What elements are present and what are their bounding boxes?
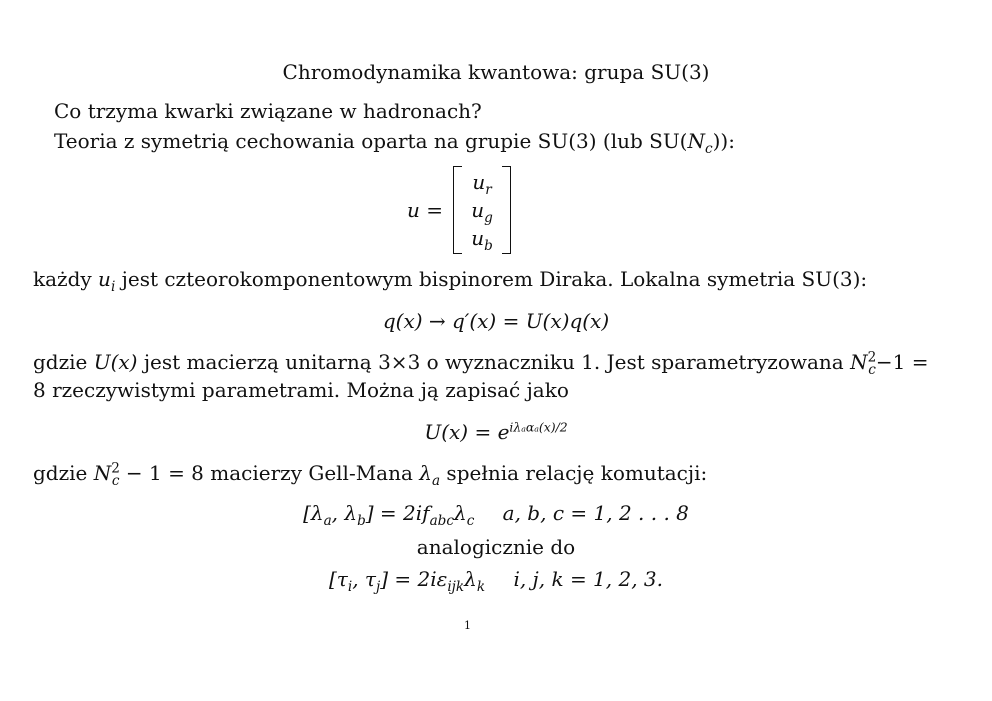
math-exponent: iλₐαₐ(x)/2	[509, 419, 568, 435]
math-var: u	[407, 198, 420, 222]
math-sub: k	[476, 579, 486, 595]
equation-transform: q(x) → q′(x) = U(x)q(x)	[382, 309, 610, 333]
equals-sign: =	[426, 198, 444, 222]
math-var: N	[687, 129, 705, 153]
math-var: u	[471, 198, 485, 222]
math-sub: g	[484, 210, 493, 226]
math-run: ] = 2if	[365, 501, 430, 525]
math-sup: 2	[867, 349, 877, 366]
column-vector	[453, 166, 511, 254]
paragraph-line: Co trzyma kwarki związane w hadronach?	[54, 99, 482, 123]
equation-pauli	[0, 567, 992, 595]
analog-text: analogicznie do	[416, 535, 576, 559]
math-sub: a	[431, 473, 441, 489]
math-var: u	[472, 170, 486, 194]
vector-entries	[453, 168, 511, 252]
math-run: [τ	[328, 567, 348, 591]
math-sub: abc	[429, 513, 454, 529]
text-run: spełnia relację komutacji:	[440, 461, 708, 485]
math-sub: b	[357, 513, 366, 529]
math-sub: c	[705, 141, 713, 157]
math-expr: U(x)	[93, 350, 138, 374]
index-range: i, j, k = 1, 2, 3.	[513, 567, 664, 591]
text-run: Teoria z symetrią cechowania oparta na grupie SU(3) (lub SU(	[54, 129, 688, 153]
math-run: ] = 2iε	[380, 567, 448, 591]
index-range: a, b, c = 1, 2 . . . 8	[502, 501, 689, 525]
math-expr: U(x) = e	[424, 420, 510, 444]
math-sub: c	[111, 473, 120, 489]
math-sub: i	[110, 279, 116, 295]
vector-entry	[471, 224, 493, 252]
math-var: N	[850, 350, 868, 374]
math-sub: i	[347, 579, 353, 595]
math-var: λ	[419, 461, 432, 485]
page-number: 1	[464, 619, 471, 632]
math-var: u	[471, 226, 485, 250]
math-sup: 2	[111, 460, 120, 477]
math-run: , τ	[352, 567, 376, 591]
text-run: jest czteorokomponentowym bispinorem Diraka. Lokalna symetria SU(3):	[115, 267, 868, 291]
paragraph-line	[33, 349, 929, 378]
math-sub: j	[375, 579, 381, 595]
math-var: λ	[464, 567, 477, 591]
text-run: −1 =	[875, 350, 929, 374]
vector-equation	[407, 166, 511, 254]
math-sub: c	[868, 362, 876, 378]
text-run: )):	[712, 129, 735, 153]
math-var: u	[98, 267, 111, 291]
math-run: [λ	[303, 501, 324, 525]
vector-lhs	[407, 198, 443, 222]
equation-commutator	[0, 501, 992, 529]
math-sub: c	[466, 513, 475, 529]
paragraph-line: 8 rzeczywistymi parametrami. Można ją zapisać jako	[33, 378, 569, 402]
math-sub: ijk	[447, 579, 465, 595]
vector-entry	[471, 196, 493, 224]
paragraph-line	[54, 129, 735, 157]
math-sub: a	[323, 513, 332, 529]
math-sub: r	[485, 182, 492, 198]
vector-entry	[472, 168, 491, 196]
page-title: Chromodynamika kwantowa: grupa SU(3)	[282, 60, 710, 84]
paragraph-line	[33, 460, 708, 489]
text-run: jest macierzą unitarną 3×3 o wyznaczniku 1. Jest sparametryzowana	[137, 350, 851, 374]
text-run: − 1 = 8 macierzy Gell-Mana	[119, 461, 420, 485]
text-run: każdy	[33, 267, 99, 291]
text-run: gdzie	[33, 350, 94, 374]
math-run: , λ	[331, 501, 358, 525]
text-run: gdzie	[33, 461, 94, 485]
paragraph-line	[33, 267, 868, 295]
math-sub: b	[484, 238, 493, 254]
math-var: N	[93, 461, 112, 485]
equation-unitary	[0, 420, 992, 444]
math-var: λ	[454, 501, 467, 525]
